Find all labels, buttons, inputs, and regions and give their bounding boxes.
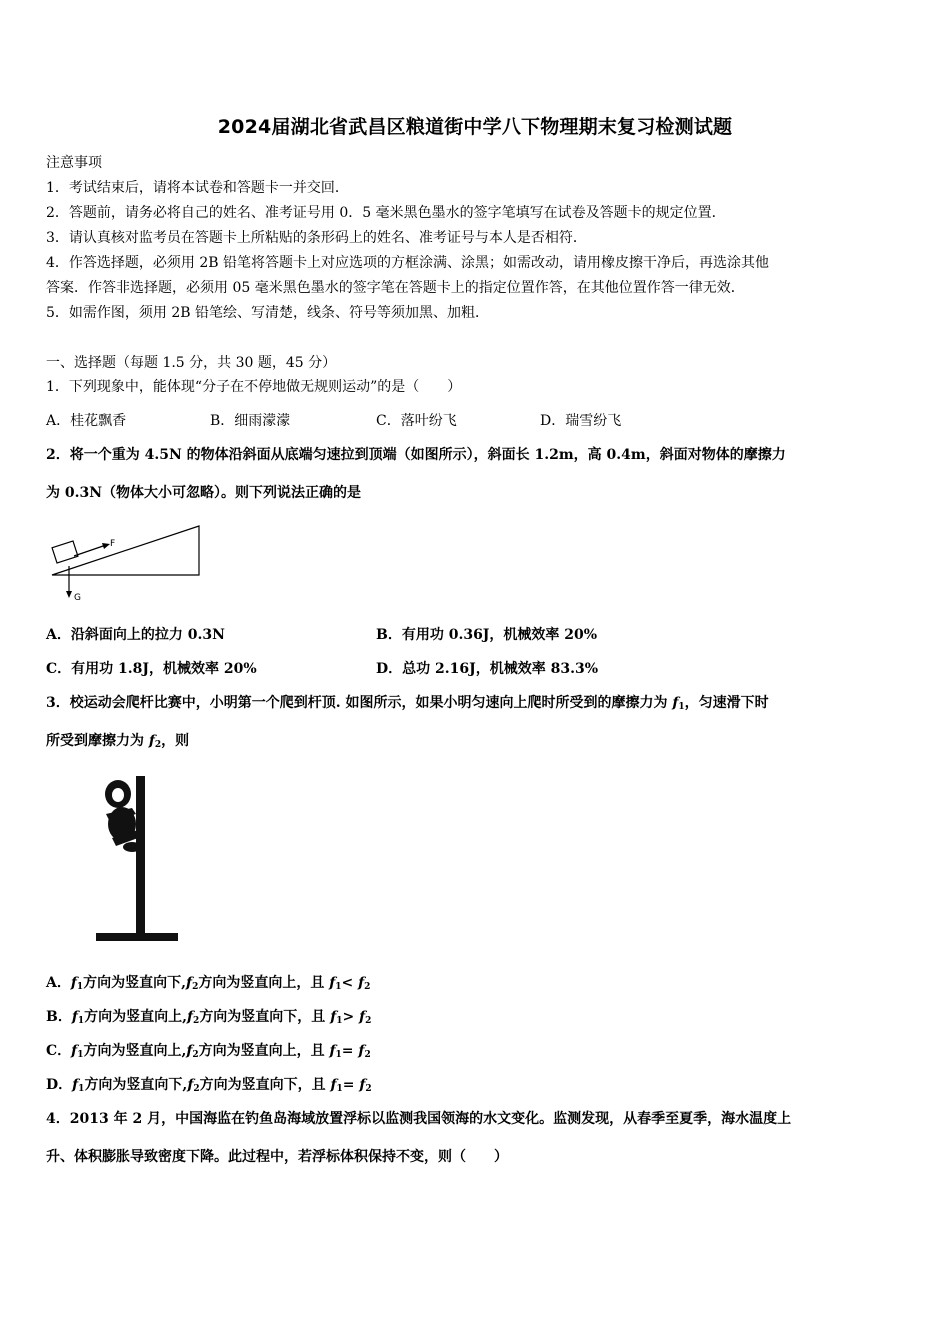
q3-stem-line2: 所受到摩擦力为 $f_2$，则 [46,733,190,750]
page-title: 2024届湖北省武昌区粮道街中学八下物理期末复习检测试题 [217,116,733,138]
section-heading: 一、选择题（每题 1.5 分，共 30 题，45 分） [46,355,337,371]
notice-item: 2．答题前，请务必将自己的姓名、准考证号用 0．5 毫米黑色墨水的签字笔填写在试卷及答题卡的规定位置． [46,205,726,221]
force-label: F [110,539,116,549]
pole [136,776,145,936]
q2-option-a: A．沿斜面向上的拉力 0.3N [46,627,225,643]
notice-item: 5．如需作图，须用 2B 铅笔绘、写清楚，线条、符号等须加黑、加粗． [46,305,490,321]
incline-triangle [52,526,199,575]
q3-stem-line1: 3．校运动会爬杆比赛中，小明第一个爬到杆顶. 如图所示，如果小明匀速向上爬时所受到的摩擦力为 $f_1$，匀速滑下时 [46,695,769,712]
q1-option-c: C．落叶纷飞 [376,413,457,429]
notice-item: 答案．作答非选择题，必须用 05 毫米黑色墨水的签字笔在答题卡上的指定位置作答，在其他位置作答一律无效． [46,280,745,296]
q2-stem-line2: 为 0.3N（物体大小可忽略）。则下列说法正确的是 [46,485,362,501]
force-arrow [74,545,106,556]
gravity-label: G [74,593,81,603]
q3-option-b: B．$f_1$方向为竖直向上$,f_2$方向为竖直向下，且 $f_1> f_2$ [46,1009,372,1026]
q2-option-b: B．有用功 0.36J，机械效率 20% [376,627,598,643]
notice-heading: 注意事项 [46,155,102,171]
q4-stem-line1: 4．2013 年 2 月，中国海监在钓鱼岛海域放置浮标以监测我国领海的水文变化。监测发现，从春季至夏季，海水温度上 [46,1111,792,1127]
q1-option-b: B．细雨濛濛 [210,413,291,429]
q2-option-c: C．有用功 1.8J，机械效率 20% [46,661,257,677]
notice-item: 3．请认真核对监考员在答题卡上所粘贴的条形码上的姓名、准考证号与本人是否相符． [46,230,587,246]
q1-option-a: A．桂花飘香 [46,413,127,429]
q3-option-c: C．$f_1$方向为竖直向上$,f_2$方向为竖直向上，且 $f_1= f_2$ [46,1043,371,1060]
q1-option-d: D．瑞雪纷飞 [540,413,622,429]
block [52,541,78,563]
notice-item: 4．作答选择题，必须用 2B 铅笔将答题卡上对应选项的方框涂满、涂黑；如需改动，请用橡皮擦干净后，再选涂其他 [46,255,769,271]
q3-option-d: D．$f_1$方向为竖直向下$,f_2$方向为竖直向下，且 $f_1= f_2$ [46,1077,372,1094]
notice-item: 1．考试结束后，请将本试卷和答题卡一并交回． [46,180,349,196]
pole-climb-figure [92,772,184,948]
q4-stem-line2: 升、体积膨胀导致密度下降。此过程中，若浮标体积保持不变，则（ ） [46,1149,508,1165]
q2-option-d: D．总功 2.16J，机械效率 83.3% [376,661,599,677]
q2-stem-line1: 2．将一个重为 4.5N 的物体沿斜面从底端匀速拉到顶端（如图所示），斜面长 1.2m，高 0.4m，斜面对物体的摩擦力 [46,447,786,463]
pole-base [96,933,178,941]
q1-stem: 1．下列现象中，能体现“分子在不停地做无规则运动”的是（ ） [46,379,462,395]
q3-option-a: A．$f_1$方向为竖直向下$,f_2$方向为竖直向上，且 $f_1< f_2$ [46,975,371,992]
climber [105,780,141,852]
incline-figure [44,520,204,604]
